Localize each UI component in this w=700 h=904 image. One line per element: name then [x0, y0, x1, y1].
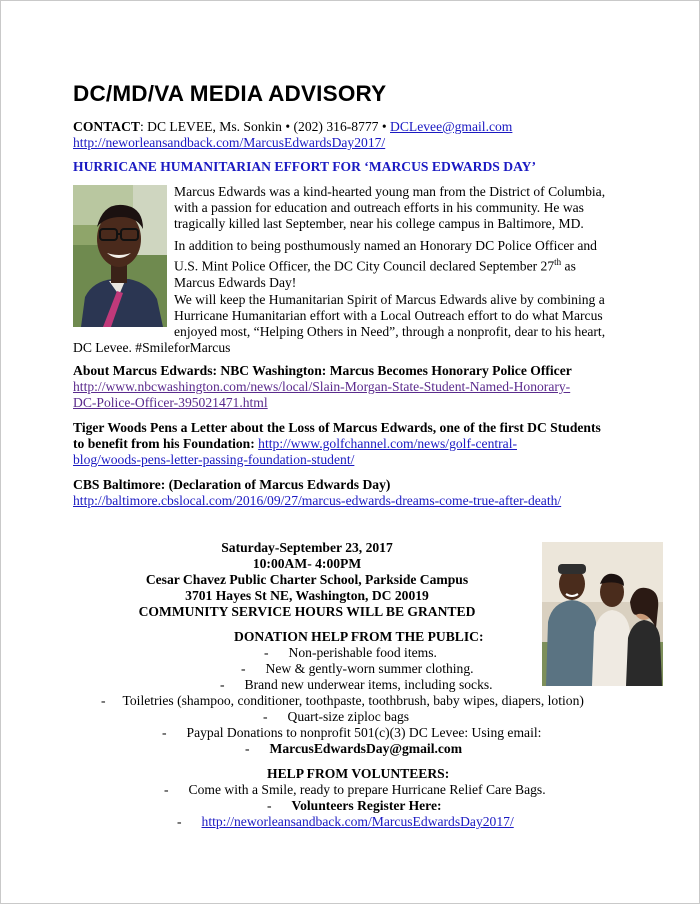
item-text: Paypal Donations to nonprofit 501(c)(3) DC Levee: Using email:	[186, 725, 542, 740]
item-text: Quart-size ziploc bags	[287, 709, 410, 724]
donation-item	[245, 741, 462, 757]
volunteer-item	[164, 782, 546, 798]
link-line[interactable]: http://www.nbcwashington.com/news/local/Slain-Morgan-State-Student-Named-Honorary-	[73, 379, 571, 394]
event-details	[73, 540, 541, 620]
contact-email-link[interactable]: DCLevee@gmail.com	[390, 119, 513, 134]
news-link-nbc[interactable]	[73, 379, 570, 411]
contact-label: CONTACT	[73, 119, 140, 134]
headline: HURRICANE HUMANITARIAN EFFORT FOR ‘MARCUS EDWARDS DAY’	[73, 159, 536, 174]
superscript: th	[554, 257, 562, 267]
news-heading-nbc: About Marcus Edwards: NBC Washington: Marcus Becomes Honorary Police Officer	[73, 363, 572, 378]
contact-url-link[interactable]: http://neworleansandback.com/MarcusEdwardsDay2017/	[73, 135, 386, 150]
event-time: 10:00AM- 4:00PM	[252, 556, 362, 571]
news-heading-golf-cont: to benefit from his Foundation:	[73, 436, 259, 451]
bullet: -	[245, 741, 250, 756]
volunteer-item	[267, 798, 442, 814]
event-date: Saturday-September 23, 2017	[221, 540, 393, 555]
intro-paragraph-1	[174, 184, 630, 232]
bullet: -	[263, 709, 268, 724]
bullet: -	[177, 814, 182, 829]
volunteer-item	[177, 814, 514, 830]
news-heading-cbs: CBS Baltimore: (Declaration of Marcus Edwards Day)	[73, 477, 391, 492]
text-line: Hurricane Humanitarian effort with a Local Outreach effort to do what Marcus	[174, 308, 603, 323]
item-text: Toiletries (shampoo, conditioner, toothpaste, toothbrush, baby wipes, diapers, lotion)	[122, 693, 584, 708]
hashtag-line: DC Levee. #SmileforMarcus	[73, 340, 231, 355]
volunteers-heading: HELP FROM VOLUNTEERS:	[267, 766, 450, 781]
text-span: U.S. Mint Police Officer, the DC City Council declared September 27	[174, 258, 555, 274]
donation-item	[264, 645, 437, 661]
bullet: -	[220, 677, 225, 692]
bullet: -	[267, 798, 272, 813]
page-title: DC/MD/VA MEDIA ADVISORY	[73, 81, 387, 106]
donation-item	[162, 725, 541, 741]
contact-line	[73, 119, 512, 135]
text-line: with a passion for education and outreach efforts in his community. He was	[174, 200, 584, 215]
news-link-cbs[interactable]: http://baltimore.cbslocal.com/2016/09/27/marcus-edwards-dreams-come-true-after-death/	[73, 493, 562, 508]
bullet: -	[264, 645, 269, 660]
paypal-email: MarcusEdwardsDay@gmail.com	[269, 741, 463, 756]
donation-item	[263, 709, 409, 725]
text-line	[174, 254, 630, 275]
event-venue: Cesar Chavez Public Charter School, Parkside Campus	[145, 572, 469, 587]
link-line[interactable]: DC-Police-Officer-395021471.html	[73, 395, 268, 410]
donation-item	[220, 677, 493, 693]
event-address: 3701 Hayes St NE, Washington, DC 20019	[185, 588, 429, 603]
donation-item	[101, 693, 584, 709]
text-line: enjoyed most, “Helping Others in Need”, through a nonprofit, dear to his heart,	[174, 324, 606, 339]
news-link-golf[interactable]: http://www.golfchannel.com/news/golf-central-	[258, 436, 518, 451]
intro-paragraph-2	[174, 238, 630, 291]
text-line: We will keep the Humanitarian Spirit of Marcus Edwards alive by combining a	[174, 292, 605, 307]
item-text: Come with a Smile, ready to prepare Hurricane Relief Care Bags.	[188, 782, 546, 797]
item-text: Non-perishable food items.	[288, 645, 437, 660]
item-text: Volunteers Register Here:	[291, 798, 442, 813]
donation-heading: DONATION HELP FROM THE PUBLIC:	[234, 629, 484, 644]
group-photo	[542, 542, 663, 686]
item-text: New & gently-worn summer clothing.	[265, 661, 474, 676]
text-span: as	[561, 258, 576, 274]
event-note: COMMUNITY SERVICE HOURS WILL BE GRANTED	[138, 604, 476, 619]
intro-paragraph-3	[174, 292, 630, 340]
marcus-portrait-photo	[73, 185, 167, 327]
item-text: Brand new underwear items, including socks.	[244, 677, 493, 692]
text-line: Marcus Edwards Day!	[174, 274, 297, 290]
bullet: -	[164, 782, 169, 797]
news-heading-golf: Tiger Woods Pens a Letter about the Loss of Marcus Edwards, one of the first DC Students	[73, 420, 601, 435]
text-line: tragically killed last September, near his college campus in Baltimore, MD.	[174, 216, 584, 231]
bullet: -	[241, 661, 246, 676]
bullet: -	[101, 693, 106, 708]
text-line: Marcus Edwards was a kind-hearted young man from the District of Columbia,	[174, 184, 606, 199]
news-link-golf-cont[interactable]: blog/woods-pens-letter-passing-foundation-student/	[73, 452, 355, 467]
donation-item	[241, 661, 474, 677]
news-item-golf	[73, 420, 601, 468]
contact-details: : DC LEVEE, Ms. Sonkin • (202) 316-8777 •	[139, 119, 391, 134]
bullet: -	[162, 725, 167, 740]
volunteer-register-link[interactable]: http://neworleansandback.com/MarcusEdwardsDay2017/	[201, 814, 514, 829]
text-line: In addition to being posthumously named an Honorary DC Police Officer and	[174, 238, 597, 253]
